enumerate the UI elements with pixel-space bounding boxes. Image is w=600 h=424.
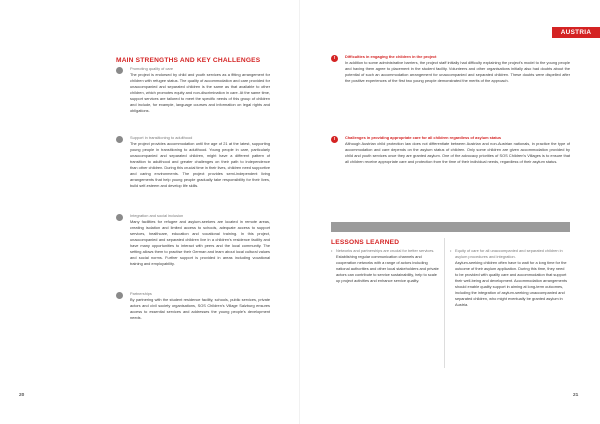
strength-subtitle: Integration and social inclusion (130, 213, 184, 218)
section-divider-bar (331, 222, 570, 232)
smiley-icon (116, 214, 123, 221)
challenge-item-care (331, 135, 570, 165)
strength-item-quality (116, 66, 270, 114)
challenge-text: Although Austrian child protection law does not differentiate between Austrian and non-Austrian nationals, in practice the type of accommodation and care depends on the asylum status of children. Only some children are given accommodation provided by child and youth services once they are granted asylum. One of the advocacy priorities of SOS Children's Villages is to ensure that all children receive appropriate care and protection from the time of their individual needs, regardless of their asylum status. (345, 141, 570, 165)
lesson-item-networks (331, 248, 439, 284)
strength-text: By partnering with the student residence facility, schools, public services, private actors and civil society organisations, SOS Children's Village Salzburg ensures access to essential services and addresses the young people's development needs. (130, 297, 270, 321)
challenge-text: In addition to some administrative barriers, the project staff initially had difficulty explaining the project's model to the young people and having them agree to placement in the student facility. Volunteers and other organisations initially also had doubts about the potential of such an accommodation arrangement for unaccompanied and separated children. These doubts were dispelled after the positive experiences of the first two young people demonstrated the merits of the approach. (345, 60, 570, 84)
strength-subtitle: Promoting quality of care (130, 66, 174, 71)
challenge-subtitle: Challenges in providing appropriate care for all children regardless of asylum status (345, 135, 502, 140)
bullet-icon: • (450, 248, 452, 253)
smiley-icon (116, 136, 123, 143)
strength-item-adulthood (116, 135, 270, 189)
alert-icon: ! (331, 136, 338, 143)
strength-text: The project provides accommodation until the age of 21 at the latest, supporting young people in transitioning to adulthood. Young people in care, particularly unaccompanied and separated children, might have a different pattern of transition to adulthood and greater challenges on their path to independence than other children. During this crucial time in their lives, children need supportive and caring environments. The project provides semi-independent living arrangements that help young people gradually take responsibility for their lives, build self-esteem and develop life skills. (130, 141, 270, 189)
challenge-item-engagement (331, 54, 570, 84)
strength-text: Many facilities for refugee and asylum-seekers are located in remote areas, creating isolation and limited access to schools, adequate access to support services, healthcare, education and vocational training. In this project, unaccompanied and separated children live in a children's residence facility and have many opportunities to interact with peers and the local community. The setting allows them to practise their German and learn about local cultural values and social norms. Further support is provided in areas including vocational training and employability. (130, 219, 270, 267)
smiley-icon (116, 67, 123, 74)
strength-text: The project is endorsed by child and youth services as a fitting arrangement for children with refugee status. The quality of accommodation and care provided for unaccompanied and separated children is the same as that available to other children, which promotes equity and non-discrimination in care. At the same time, support services are tailored to meet the specific needs of this group of children and include, for example, language courses and information on legal rights and obligations. (130, 72, 270, 114)
lesson-text: Establishing regular communication channels and cooperation networks with a range of actors including national authorities and other local stakeholders and private actors can contribute to service sustainability, help to scale up project activities and enhance service quality. (336, 254, 439, 284)
alert-icon: ! (331, 55, 338, 62)
strength-item-partnerships (116, 291, 270, 321)
strengths-section-title: MAIN STRENGTHS AND KEY CHALLENGES (116, 57, 261, 64)
country-tab: AUSTRIA (552, 27, 600, 38)
page-number-left: 20 (19, 393, 25, 398)
smiley-icon (116, 292, 123, 299)
lessons-section-title: LESSONS LEARNED (331, 239, 400, 246)
challenge-subtitle: Difficulties in engaging the children in the project (345, 54, 437, 59)
column-separator (444, 238, 445, 368)
strength-item-integration (116, 213, 270, 267)
lesson-heading: Equity of care for all unaccompanied and separated children in asylum procedures and integration. (455, 248, 563, 260)
right-page (300, 0, 600, 424)
page-number-right: 21 (573, 393, 579, 398)
lesson-heading: Networks and partnerships are crucial for better services. (336, 248, 435, 253)
lesson-item-equity (450, 248, 568, 308)
lesson-text: Asylum-seeking children often have to wait for a long time for the outcome of their asylum application. During this time, they need to be provided with quality care and accommodation that support their well-being and development. Accommodation arrangements should enable quality support in aiming at long-term outcomes, including the integration of asylum-seeking unaccompanied and separated children, who might eventually be granted asylum in Austria. (455, 260, 568, 308)
strength-subtitle: Support in transitioning to adulthood (130, 135, 193, 140)
bullet-icon: • (331, 248, 333, 253)
strength-subtitle: Partnerships (130, 291, 152, 296)
